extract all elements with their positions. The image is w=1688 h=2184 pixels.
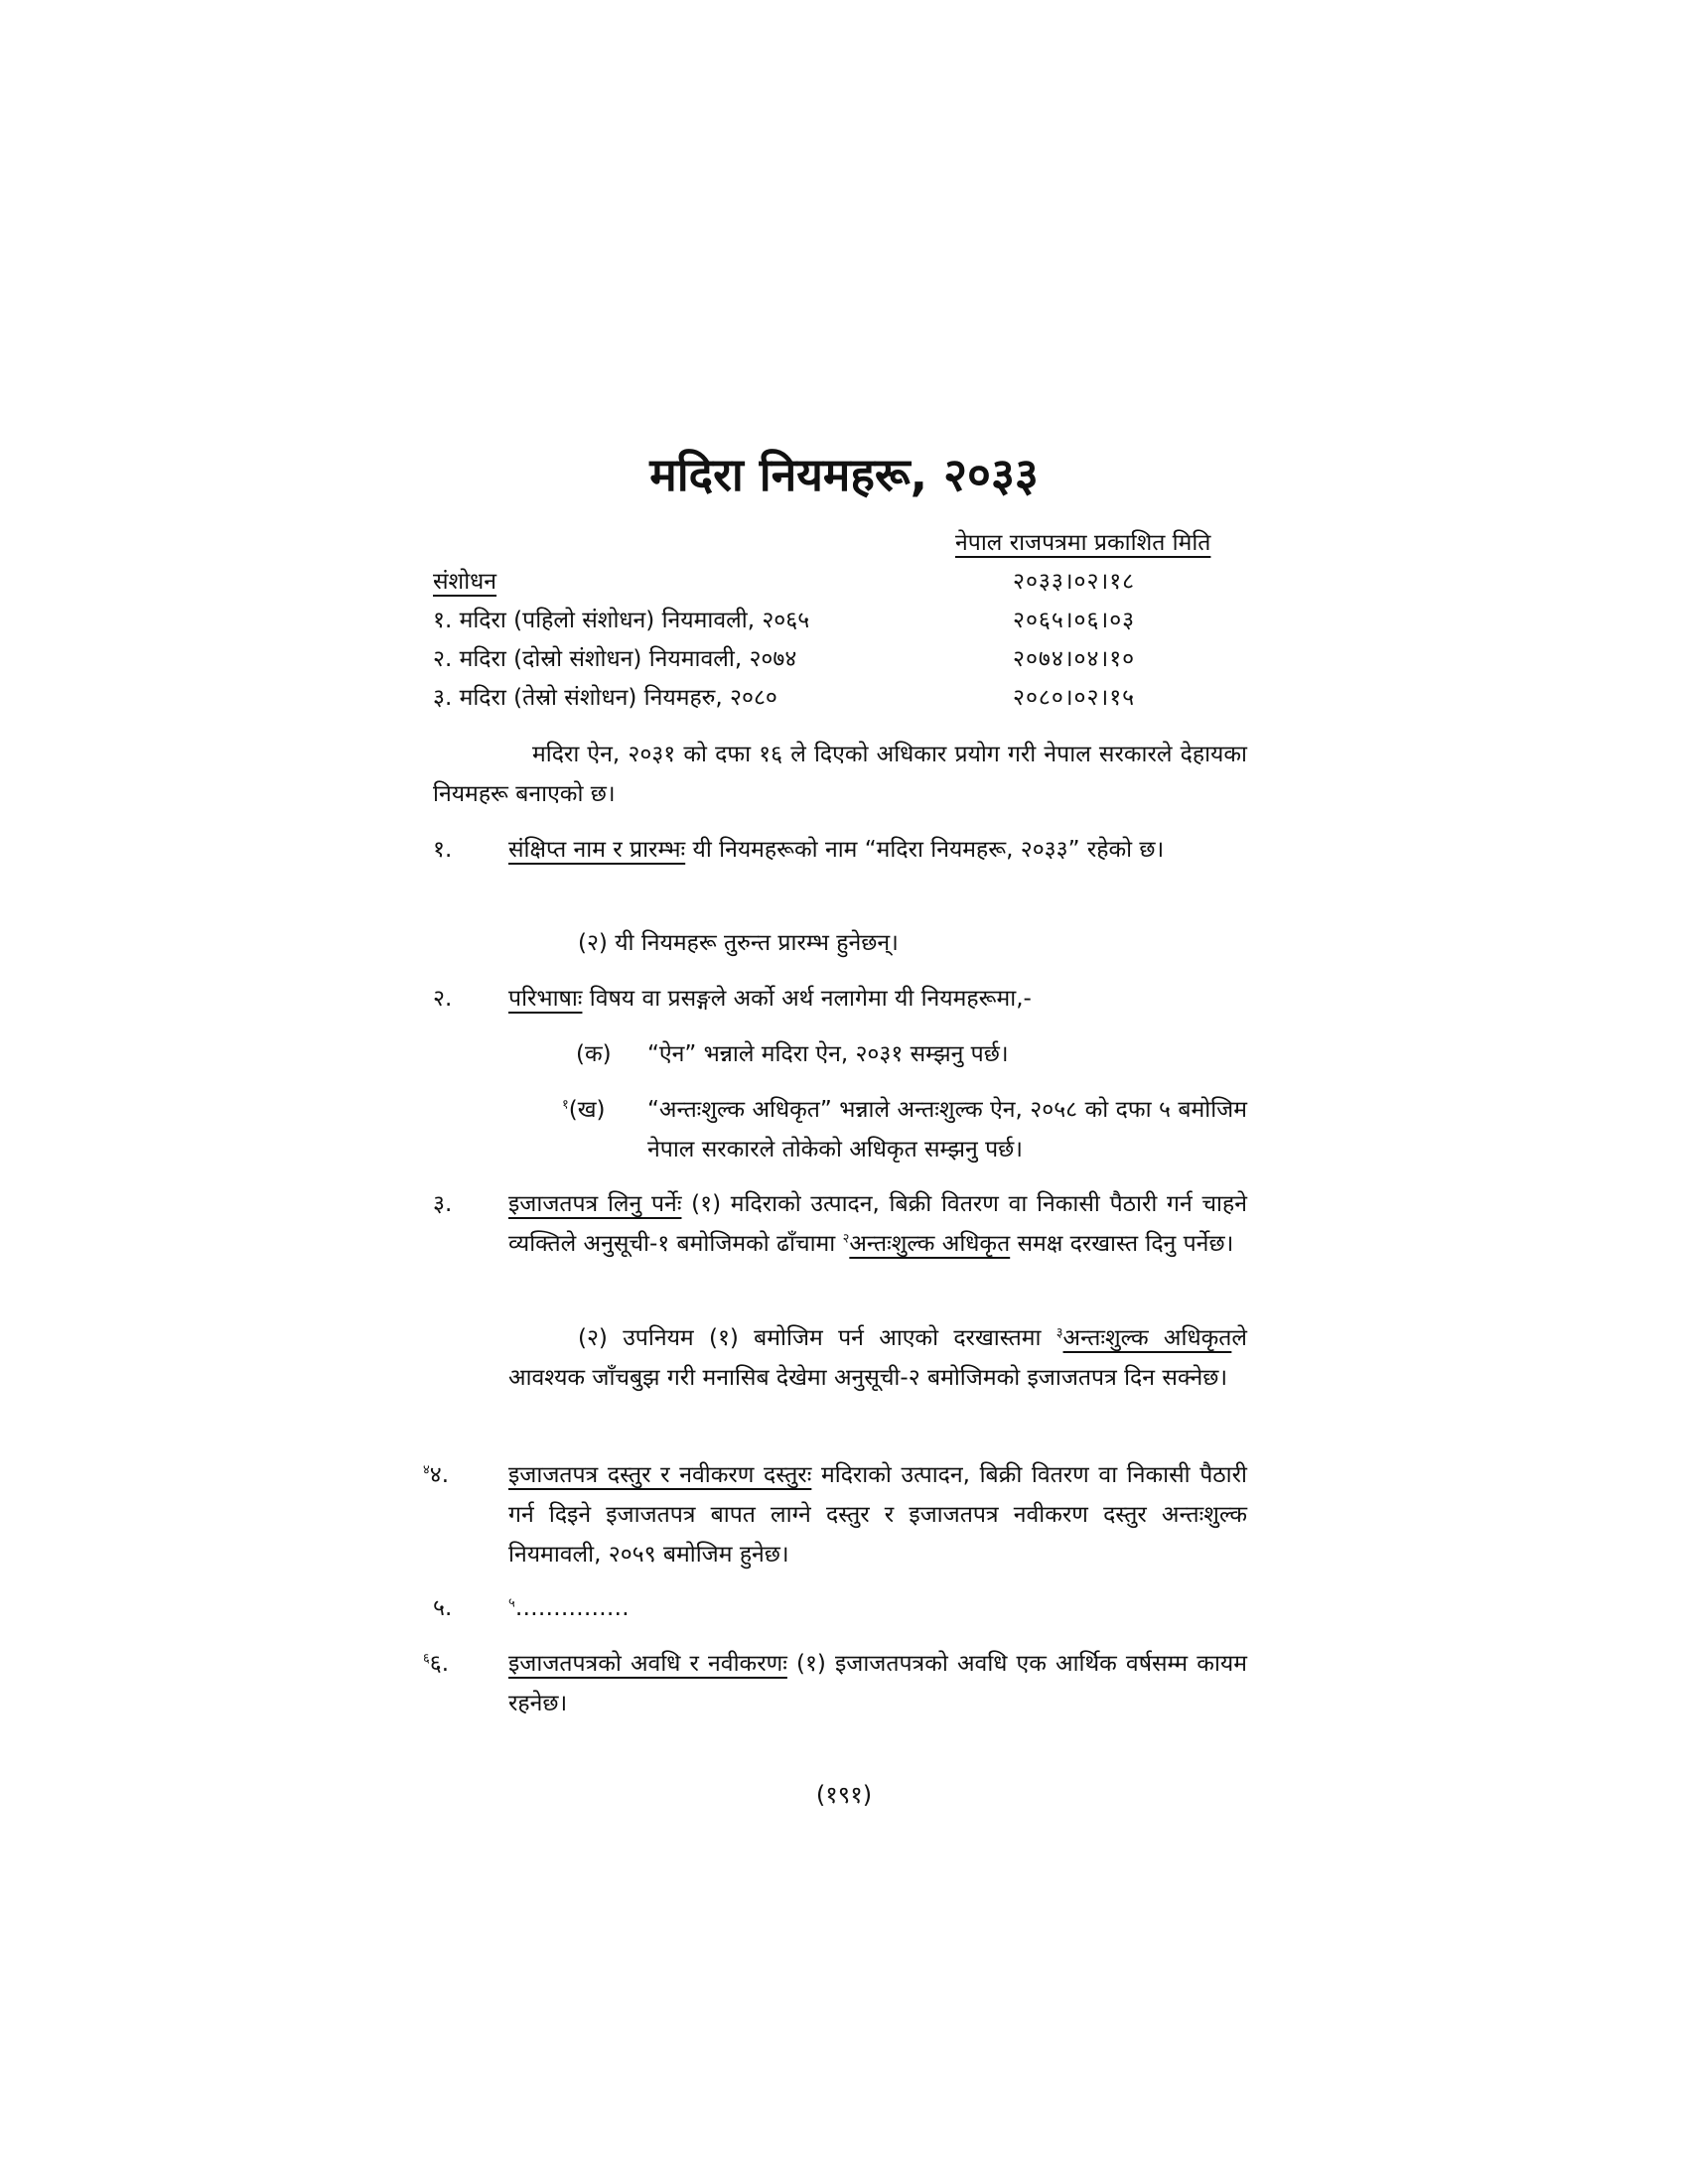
preamble: मदिरा ऐन, २०३१ को दफा १६ ले दिएको अधिकार प्रयोग गरी नेपाल सरकारले देहायका नियमहरू बनाएको छ। [433, 742, 1247, 807]
rule-number [423, 1455, 449, 1495]
page-number: (१९१) [815, 1781, 873, 1809]
first-publication-date: २०३३।०२।१८ [1013, 569, 1136, 595]
rule-1-paragraph [508, 830, 1247, 870]
rule-2-paragraph [508, 979, 1032, 1019]
footnote-marker: ५ [508, 1595, 515, 1611]
clause-label: (क) [576, 1041, 612, 1067]
rule-number-text: ४. [429, 1462, 450, 1488]
amendment-label: ३. मदिरा (तेस्रो संशोधन) नियमहरु, २०८० [433, 685, 777, 711]
rule-text: ले आवश्यक जाँचबुझ गरी मनासिब देखेमा अनुसूची-२ बमोजिमको इजाजतपत्र दिन सक्नेछ। [508, 1325, 1247, 1391]
rule-1-subrule-2: (२) यी नियमहरू तुरुन्त प्रारम्भ हुनेछन्। [578, 930, 899, 956]
rule-heading: परिभाषाः [508, 986, 583, 1012]
amended-term: अन्तःशुल्क अधिकृत [849, 1231, 1011, 1257]
rule-number: ५. [433, 1595, 453, 1621]
amendment-date: २०७४।०४।१० [1013, 646, 1136, 672]
rule-heading: संक्षिप्त नाम र प्रारम्भः [508, 837, 686, 863]
rule-heading: इजाजतपत्र दस्तुर र नवीकरण दस्तुरः [508, 1462, 812, 1488]
rule-text: मदिराको उत्पादन, बिक्री वितरण वा निकासी पैठारी गर्न दिइने इजाजतपत्र बापत लाग्ने दस्तुर र इजाजतपत्र नवीकरण दस्तुर अन्तःशुल्क नियमावली, २०५९ बमोजिम हुनेछ। [508, 1462, 1247, 1568]
repealed-marker: …………… [514, 1595, 630, 1621]
footnote-marker: ४ [423, 1462, 430, 1478]
rule-number: २. [433, 986, 453, 1012]
gazette-date-heading: नेपाल राजपत्रमा प्रकाशित मिति [955, 530, 1211, 556]
amendment-date: २०६५।०६।०३ [1013, 608, 1136, 633]
rule-4-paragraph [508, 1455, 1247, 1574]
footnote-marker: २ [842, 1231, 850, 1247]
footnote-marker: १ [562, 1097, 569, 1113]
rule-number-text: ६. [429, 1651, 450, 1677]
amended-term: अन्तःशुल्क अधिकृत [1062, 1325, 1232, 1351]
footnote-marker: ३ [1055, 1325, 1063, 1341]
footnote-marker: ६ [423, 1651, 430, 1667]
clause-text: “ऐन” भन्नाले मदिरा ऐन, २०३१ सम्झनु पर्छ। [647, 1041, 1009, 1067]
rule-heading: इजाजतपत्रको अवधि र नवीकरणः [508, 1651, 787, 1677]
amendment-date: २०८०।०२।१५ [1013, 685, 1136, 711]
clause-label [562, 1090, 606, 1130]
rule-text: समक्ष दरखास्त दिनु पर्नेछ। [1010, 1231, 1234, 1257]
rule-3-subrule-1 [508, 1184, 1247, 1264]
rule-5-paragraph [508, 1588, 630, 1628]
rule-text: (२) उपनियम (१) बमोजिम पर्न आएको दरखास्तमा [578, 1325, 1056, 1351]
rule-number [423, 1644, 449, 1684]
rule-number: १. [433, 837, 453, 863]
amendment-label: १. मदिरा (पहिलो संशोधन) नियमावली, २०६५ [433, 608, 810, 633]
rule-text: विषय वा प्रसङ्गले अर्को अर्थ नलागेमा यी नियमहरूमा,- [582, 986, 1032, 1012]
amendment-label: २. मदिरा (दोस्रो संशोधन) नियमावली, २०७४ [433, 646, 797, 672]
rule-3-subrule-2 [508, 1318, 1247, 1398]
clause-label-text: (ख) [568, 1097, 606, 1123]
rule-6-paragraph [508, 1644, 1247, 1723]
rule-number: ३. [433, 1191, 453, 1217]
amendment-heading: संशोधन [433, 569, 497, 595]
rule-heading: इजाजतपत्र लिनु पर्नेः [508, 1191, 682, 1217]
rule-text: (१) मदिराको उत्पादन, बिक्री वितरण वा निकासी पैठारी गर्न चाहने व्यक्तिले अनुसूची-१ बमोजिमको ढाँचामा [508, 1191, 1247, 1257]
document-title: मदिरा नियमहरू, २०३३ [649, 448, 1039, 501]
clause-text: “अन्तःशुल्क अधिकृत” भन्नाले अन्तःशुल्क ऐन, २०५८ को दफा ५ बमोजिम नेपाल सरकारले तोकेको अधिकृत सम्झनु पर्छ। [647, 1097, 1247, 1162]
rule-text: यी नियमहरूको नाम “मदिरा नियमहरू, २०३३” रहेको छ। [685, 837, 1165, 863]
rule-text: (१) इजाजतपत्रको अवधि एक आर्थिक वर्षसम्म कायम रहनेछ। [508, 1651, 1247, 1716]
